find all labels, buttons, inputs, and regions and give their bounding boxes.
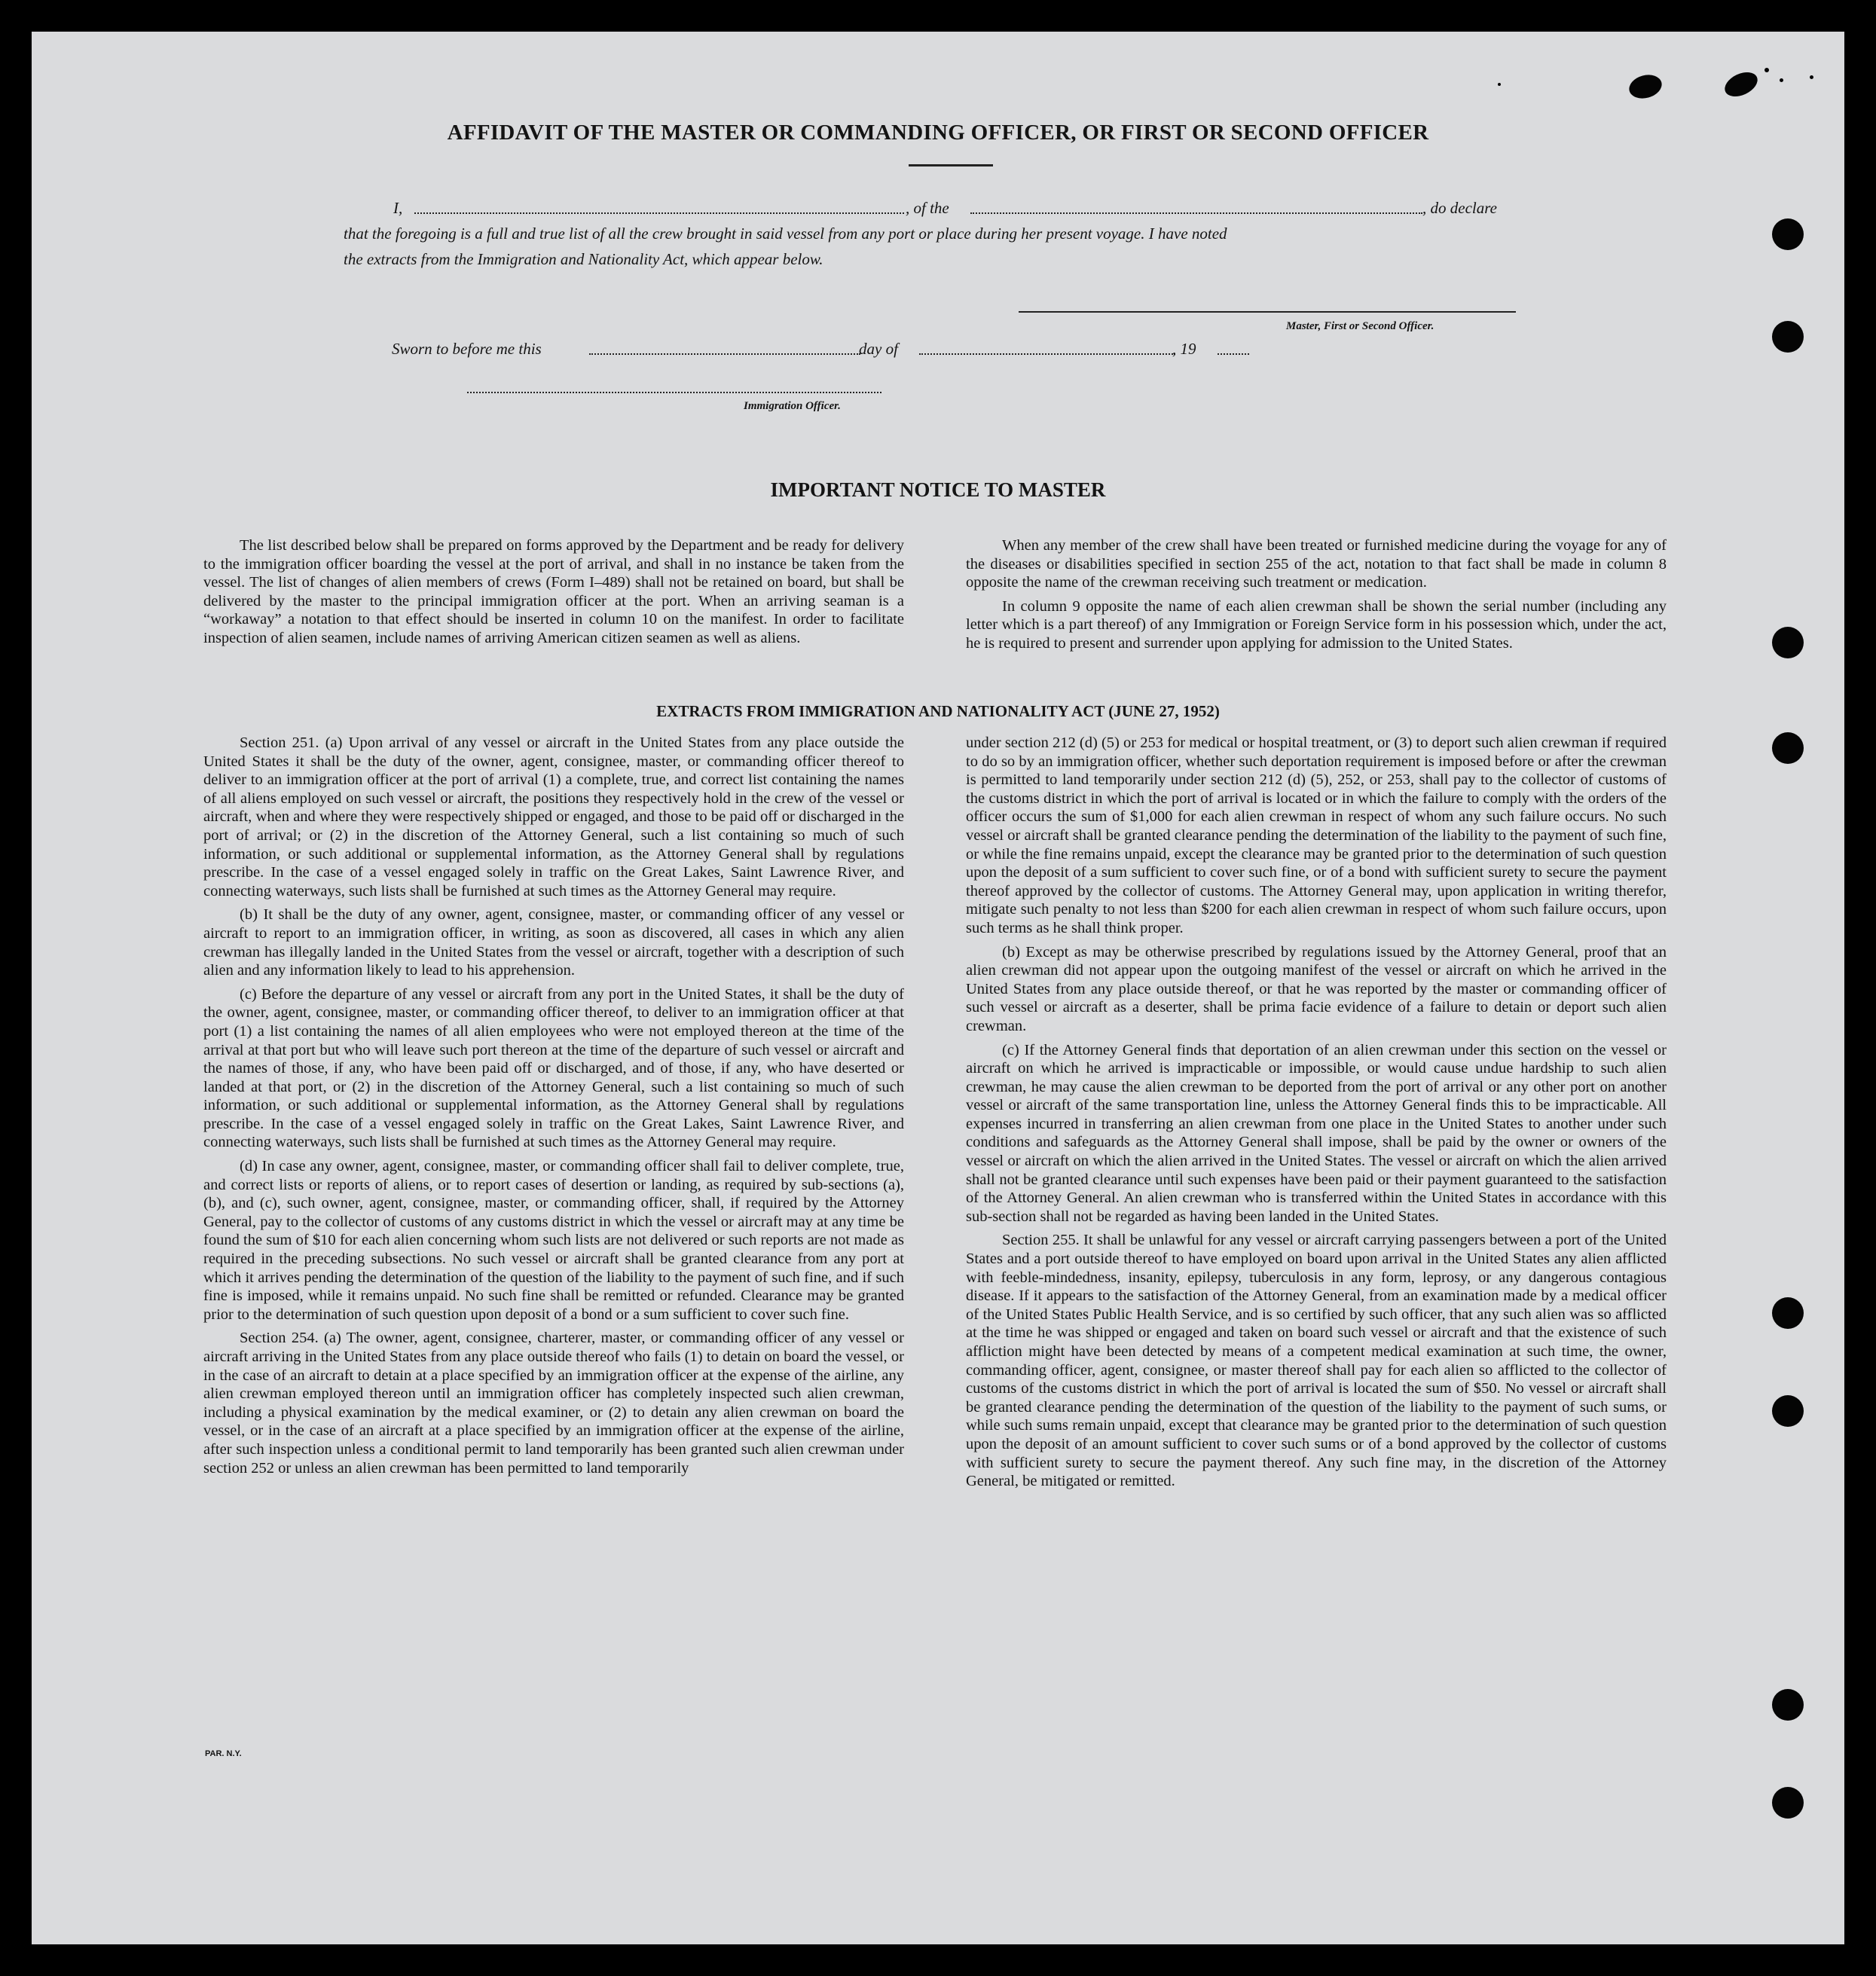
declarant-name-field[interactable] — [414, 212, 904, 214]
extracts-left-column — [203, 734, 904, 1483]
title-rule — [909, 164, 993, 166]
ink-blot — [1721, 68, 1761, 102]
extract-paragraph: (b) It shall be the duty of any owner, agent, consignee, master, or commanding officer of any vessel or aircraft to report to an immigration officer, in writing, as soon as discovered, all cases in which any alien crewman has illegally landed in the United States from the vessel or aircraft, together with a description of such alien and any information likely to lead to his apprehension. — [203, 906, 904, 979]
notice-paragraph: When any member of the crew shall have been treated or furnished medicine during the voyage for any of the diseases or disabilities specified in section 255 of the act, notation to that fact shall be made in column 8 opposite the name of the crewman receiving such treatment or medication. — [966, 537, 1667, 591]
extract-paragraph: Section 251. (a) Upon arrival of any vessel or aircraft in the United States from any place outside the United States it shall be the duty of the owner, agent, consignee, master, or commanding officer thereof to deliver to an immigration officer at the port of arrival (1) a complete, true, and correct list containing the names of all aliens employed on such vessel or aircraft, the positions they respectively hold in the crew of the vessel or aircraft, when and where they were respectively shipped or engaged, and those to be paid off or discharged in the port of arrival; or (2) in the discretion of the Attorney General, such a list containing so much of such information, or such additional or supplemental information, as the Attorney General shall by regulations prescribe. In the case of a vessel engaged solely in traffic on the Great Lakes, Saint Lawrence River, and connecting waterways, such lists shall be furnished at such times as the Attorney General may require. — [203, 735, 904, 899]
ink-speck — [1498, 83, 1501, 86]
affidavit-statement-line-2: that the foregoing is a full and true list of all the crew brought in said vessel from any port or place during her present voyage. I have noted — [344, 224, 1227, 243]
extract-paragraph: Section 255. It shall be unlawful for any vessel or aircraft carrying passengers between a port of the United States and a port outside thereof to have employed on board upon arrival in the United States any alien afflicted with feeble-mindedness, insanity, epilepsy, tuberculosis in any form, leprosy, or any dangerous contagious disease. If it appears to the satisfaction of the Attorney General, from an examination made by a medical officer of the United States Public Health Service, and is so certified by such officer, that any such alien was so afflicted at the time he was shipped or engaged and taken on board such vessel or aircraft and that the existence of such affliction might have been detected by means of a competent medical examination at such time, the owner, commanding officer, agent, consignee, or master thereof shall pay for each alien so afflicted to the collector of customs of the customs district in which the port of arrival is located the sum of $50. No vessel or aircraft shall be granted clearance pending the determination of the question of the liability to the payment of such sums, or while such sums remain unpaid, except that clearance may be granted prior to the determination of such question upon the deposit of an amount sufficient to cover such sums or of a bond approved by the collector of customs with sufficient surety to secure the payment thereof. Any such fine may, in the discretion of the Attorney General, be mitigated or remitted. — [966, 1232, 1667, 1490]
punch-hole — [1772, 1297, 1804, 1329]
punch-hole — [1772, 627, 1804, 658]
officer-signature-line[interactable] — [467, 392, 881, 393]
notice-left-column — [203, 536, 904, 653]
extracts-right-column — [966, 734, 1667, 1496]
notice-title: IMPORTANT NOTICE TO MASTER — [770, 478, 1106, 501]
extract-paragraph: (d) In case any owner, agent, consignee, master, or commanding officer shall fail to deliver complete, true, and correct lists or reports of aliens, or to report cases of desertion or landing, as required by sub-sections (a), (b), and (c), such owner, agent, consignee, master, or commanding officer, shall, if required by the Attorney General, pay to the collector of customs of any customs district in which the vessel or aircraft may at any time be found the sum of $10 for each alien concerning whom such lists are not delivered or such reports are not made as required in the preceding subsections. No such vessel or aircraft shall be granted clearance from any port at which it arrives pending the determination of the question of the liability to the payment of such fine, and if such fine is imposed, while it remains unpaid. No such fine shall be remitted or refunded. Clearance may be granted prior to the determination of such question upon deposit of a bond or a sum sufficient to cover such fine. — [203, 1158, 904, 1323]
officer-signature-label: Immigration Officer. — [744, 400, 841, 412]
affidavit-statement-line-3: the extracts from the Immigration and Nationality Act, which appear below. — [344, 250, 823, 268]
punch-hole — [1772, 1395, 1804, 1427]
sworn-label: Sworn to before me this — [392, 340, 542, 358]
extract-paragraph: (c) Before the departure of any vessel or aircraft from any port in the United States, it shall be the duty of the owner, agent, consignee, master, or commanding officer thereof, to deliver to an immigration officer at that port (1) a list containing the names of all alien employees who were not employed thereon at the time of the arrival at that port but who will leave such port thereon at the time of the departure of such vessel or aircraft and the names of those, if any, who have been paid off or discharged, and of those, if any, who have deserted or landed at that port, or (2) in the discretion of the Attorney General, such a list containing so much of such information, or such additional or supplemental information, as the Attorney General shall by regulations prescribe. In the case of a vessel engaged solely in traffic on the Great Lakes, Saint Lawrence River, and connecting waterways, such lists shall be furnished at such times as the Attorney General may require. — [203, 985, 904, 1151]
punch-hole — [1772, 1787, 1804, 1819]
punch-hole — [1772, 1689, 1804, 1721]
notice-paragraph: The list described below shall be prepared on forms approved by the Department and be ready for delivery to the immigration officer boarding the vessel at the port of arrival, and shall in no instance be taken from the vessel. The list of changes of alien members of crews (Form I–489) shall not be retained on board, but shall be delivered by the master to the principal immigration officer at the port. When an arriving seaman is a “workaway” a notation to that effect should be inserted in column 10 on the manifest. In order to facilitate inspection of alien seamen, include names of arriving American citizen seamen as well as aliens. — [203, 537, 904, 646]
day-of-label: day of — [859, 340, 898, 358]
vessel-name-field[interactable] — [970, 212, 1422, 214]
extract-paragraph: under section 212 (d) (5) or 253 for medical or hospital treatment, or (3) to deport such alien crewman if required to do so by an immigration officer, whether such deportation requirement is imposed before or after the crewman is permitted to land temporarily under section 212 (d) (5), 252, or 253, shall pay to the collector of customs of the customs district in which the port of arrival is located or in which the failure to comply with the orders of the officer occurs the sum of $1,000 for each alien crewman in respect of whom any such failure occurs. No such vessel or aircraft shall be granted clearance pending the determination of the liability to the payment of such fine, or while the fine remains unpaid, except the clearance may be granted prior to the determination of such question upon the deposit of a sum sufficient to cover such fine, or of a bond with sufficient surety to secure the payment thereof approved by the collector of customs. The Attorney General may, upon application in writing therefor, mitigate such penalty to not less than $200 for each alien crewman in respect of whom such failure occurs, upon such terms as he shall think proper. — [966, 735, 1667, 936]
extract-paragraph: Section 254. (a) The owner, agent, consignee, charterer, master, or commanding officer of any vessel or aircraft arriving in the United States from any place outside thereof who fails (1) to detain on board the vessel, or in the case of an aircraft to detain at a place specified by an immigration officer at the expense of the airline, any alien crewman employed thereon until an immigration officer has completely inspected such alien crewman, including a physical examination by the medical examiner, or (2) to detain any alien crewman on board the vessel, or in the case of an aircraft at a place specified by an immigration officer at the expense of the airline, after such inspection unless a conditional permit to land temporarily has been granted such alien crewman under section 252 or unless an alien crewman has been permitted to land temporarily — [203, 1330, 904, 1477]
notice-right-column — [966, 536, 1667, 658]
notice-paragraph: In column 9 opposite the name of each alien crewman shall be shown the serial number (including any letter which is a part thereof) of any Immigration or Foreign Service form in his possession which, under the act, he is required to present and surrender upon applying for admission to the United States. — [966, 597, 1667, 652]
ink-speck — [1780, 78, 1783, 82]
sworn-year-field[interactable] — [1218, 353, 1249, 355]
extract-paragraph: (c) If the Attorney General finds that deportation of an alien crewman under this section on the vessel or aircraft on which he arrived is impracticable or impossible, or would cause undue hardship to such alien crewman, he may cause the alien crewman to be deported from the port of arrival or any other port on another vessel or aircraft of the same transportation line, unless the Attorney General finds this to be impracticable. All expenses incurred in transferring an alien crewman from one place in the United States to another under such conditions and safeguards as the Attorney General shall impose, shall be paid by the owner or owners of the vessel or aircraft on which the alien arrived in the United States. The vessel or aircraft on which the alien arrived shall not be granted clearance until such expenses have been paid or their payment guaranteed to the satisfaction of the Attorney General. An alien crewman who is transferred within the United States in accordance with this sub-section shall not be regarded as having been landed in the United States. — [966, 1041, 1667, 1225]
ink-speck — [1764, 68, 1769, 72]
sworn-month-field[interactable] — [919, 353, 1175, 355]
master-signature-line[interactable] — [1019, 311, 1516, 313]
ink-blot — [1627, 72, 1664, 102]
printer-code: PAR. N.Y. — [205, 1749, 242, 1758]
extracts-title: EXTRACTS FROM IMMIGRATION AND NATIONALITY ACT (JUNE 27, 1952) — [656, 702, 1220, 720]
extract-paragraph: (b) Except as may be otherwise prescribed by regulations issued by the Attorney General, proof that an alien crewman did not appear upon the outgoing manifest of the vessel or aircraft on which he arrived in the United States from any place outside thereof, or that he was reported by the master or commanding officer of such vessel or aircraft as a deserter, shall be prima facie evidence of a failure to detain or deport such alien crewman. — [966, 943, 1667, 1034]
punch-hole — [1772, 218, 1804, 250]
year-label: , 19 — [1172, 340, 1196, 358]
form-page — [32, 32, 1844, 1944]
ink-speck — [1810, 75, 1813, 79]
master-signature-label: Master, First or Second Officer. — [1286, 320, 1434, 332]
affidavit-i-label: I, — [393, 199, 403, 217]
sworn-day-field[interactable] — [589, 353, 860, 355]
affidavit-do-declare-label: , do declare — [1422, 199, 1497, 217]
affidavit-of-the-label: , of the — [906, 199, 949, 217]
affidavit-title: AFFIDAVIT OF THE MASTER OR COMMANDING OFFICER, OR FIRST OR SECOND OFFICER — [447, 121, 1429, 145]
punch-hole — [1772, 732, 1804, 764]
punch-hole — [1772, 321, 1804, 353]
